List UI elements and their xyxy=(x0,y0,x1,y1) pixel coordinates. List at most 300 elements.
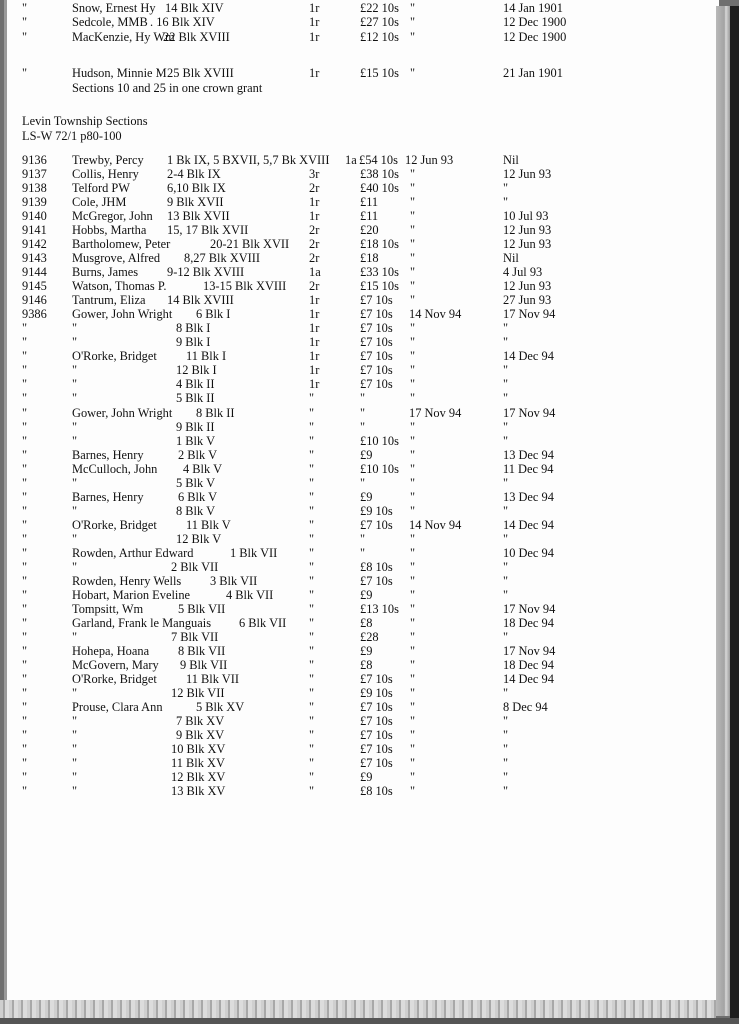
record-number: " xyxy=(22,742,28,757)
section-block: 7 Blk VII xyxy=(171,629,219,644)
area: " xyxy=(309,756,315,771)
table-row xyxy=(0,462,700,476)
record-number: " xyxy=(22,1,28,15)
sale-date: " xyxy=(410,644,416,659)
table-row xyxy=(0,153,700,167)
price: £27 10s xyxy=(360,15,399,29)
grant-date: 17 Nov 94 xyxy=(503,405,556,420)
grantee-name: " xyxy=(72,433,78,448)
area: " xyxy=(309,461,315,476)
grant-date: 13 Dec 94 xyxy=(503,489,554,504)
sale-date: " xyxy=(410,66,416,80)
grantee-name: Tantrum, Eliza xyxy=(72,293,146,308)
grant-date: 21 Jan 1901 xyxy=(503,66,563,80)
sale-date: " xyxy=(410,237,416,252)
sale-date: " xyxy=(410,489,416,504)
price: £8 10s xyxy=(360,784,393,799)
area: 2r xyxy=(309,181,320,196)
record-number: 9141 xyxy=(22,223,47,238)
sale-date: " xyxy=(410,335,416,350)
area: " xyxy=(309,545,315,560)
area: 2r xyxy=(309,237,320,252)
table-row xyxy=(0,616,700,630)
section-block: 3 Blk VII xyxy=(210,573,258,588)
grant-date: 10 Jul 93 xyxy=(503,209,549,224)
record-number: 9144 xyxy=(22,265,47,280)
grant-date: " xyxy=(503,419,509,434)
grantee-name: Hobbs, Martha xyxy=(72,223,147,238)
sale-date: " xyxy=(410,391,416,406)
price: £12 10s xyxy=(360,30,399,44)
sale-date: " xyxy=(410,559,416,574)
table-row xyxy=(0,15,700,29)
record-number: " xyxy=(22,784,28,799)
area: " xyxy=(309,433,315,448)
section-block: 6 Blk VII xyxy=(239,615,287,630)
price: £15 10s xyxy=(360,66,399,80)
section-block: 13 Blk XVII xyxy=(167,209,230,224)
sale-date: " xyxy=(410,672,416,687)
record-number: 9386 xyxy=(22,307,47,322)
grantee-name: " xyxy=(72,686,78,701)
table-row xyxy=(0,321,700,335)
record-number: " xyxy=(22,770,28,785)
table-row xyxy=(0,251,700,265)
record-number: " xyxy=(22,700,28,715)
table-row xyxy=(0,265,700,279)
grantee-name: Bartholomew, Peter xyxy=(72,237,171,252)
section-block: 8 Blk II xyxy=(196,405,235,420)
sale-date: " xyxy=(410,251,416,266)
price: £8 xyxy=(360,658,373,673)
area: 1a xyxy=(345,153,357,167)
section-block: 9 Blk XVII xyxy=(167,195,224,210)
sale-date: 14 Nov 94 xyxy=(409,307,462,322)
table-row xyxy=(0,756,700,770)
section-block: 2-4 Blk IX xyxy=(167,167,221,181)
table-row xyxy=(0,209,700,223)
price: £33 10s xyxy=(360,265,399,280)
price: £7 10s xyxy=(360,363,393,378)
section-block: 9 Blk XV xyxy=(176,728,225,743)
grant-date: Nil xyxy=(503,251,519,266)
price: £9 10s xyxy=(360,686,393,701)
section-block: 6,10 Blk IX xyxy=(167,181,226,196)
record-number: " xyxy=(22,531,28,546)
area: 1a xyxy=(309,265,321,280)
table-row xyxy=(0,742,700,756)
price: £7 10s xyxy=(360,714,393,729)
grant-date: " xyxy=(503,377,509,392)
section-heading: Levin Township Sections xyxy=(22,114,148,128)
grantee-name: " xyxy=(72,419,78,434)
sale-date: " xyxy=(410,770,416,785)
record-number: " xyxy=(22,728,28,743)
grant-date: " xyxy=(503,629,509,644)
grantee-name: " xyxy=(72,503,78,518)
area: " xyxy=(309,770,315,785)
sale-date: " xyxy=(410,265,416,280)
record-number: " xyxy=(22,475,28,490)
area: 1r xyxy=(309,307,320,322)
grant-date: 14 Dec 94 xyxy=(503,349,554,364)
record-number: 9145 xyxy=(22,279,47,294)
grantee-name: " xyxy=(72,363,78,378)
grant-date: " xyxy=(503,363,509,378)
table-row xyxy=(0,363,700,377)
grant-date: Nil xyxy=(503,153,519,167)
grant-date: 11 Dec 94 xyxy=(503,461,554,476)
grant-date: 12 Dec 1900 xyxy=(503,30,567,44)
grant-date: 18 Dec 94 xyxy=(503,658,554,673)
table-row xyxy=(0,784,700,798)
sale-date: " xyxy=(410,181,416,196)
price: " xyxy=(360,405,366,420)
sale-date: " xyxy=(410,742,416,757)
table-row xyxy=(0,630,700,644)
area: " xyxy=(309,573,315,588)
record-number: " xyxy=(22,321,28,336)
area: 1r xyxy=(309,349,320,364)
grantee-name: Prouse, Clara Ann xyxy=(72,700,163,715)
area: 1r xyxy=(309,15,320,29)
record-number: 9143 xyxy=(22,251,47,266)
sale-date: " xyxy=(410,223,416,238)
price: £18 xyxy=(360,251,379,266)
grantee-name: Collis, Henry xyxy=(72,167,139,181)
grantee-name: Gower, John Wright xyxy=(72,307,173,322)
area: " xyxy=(309,447,315,462)
area: 1r xyxy=(309,195,320,210)
table-row xyxy=(0,167,700,181)
grant-date: " xyxy=(503,391,509,406)
record-number: " xyxy=(22,503,28,518)
record-number: " xyxy=(22,461,28,476)
area: " xyxy=(309,559,315,574)
price: £8 xyxy=(360,615,373,630)
section-block: 8 Blk VII xyxy=(178,644,226,659)
section-block: 4 Blk II xyxy=(176,377,215,392)
table-row xyxy=(0,195,700,209)
table-row xyxy=(0,602,700,616)
grant-date: " xyxy=(503,587,509,602)
section-block: 10 Blk XV xyxy=(171,742,226,757)
record-number: " xyxy=(22,629,28,644)
grant-date: " xyxy=(503,503,509,518)
grant-date: 27 Jun 93 xyxy=(503,293,552,308)
price: £10 10s xyxy=(360,461,399,476)
record-number: 9146 xyxy=(22,293,47,308)
record-number: " xyxy=(22,658,28,673)
price: £7 10s xyxy=(360,756,393,771)
grantee-name: Trewby, Percy xyxy=(72,153,144,167)
section-block: 8 Blk V xyxy=(176,503,216,518)
record-number: " xyxy=(22,15,28,29)
grantee-name: O'Rorke, Bridget xyxy=(72,672,157,687)
sale-date: " xyxy=(410,601,416,616)
table-row xyxy=(0,770,700,784)
grant-date: 10 Dec 94 xyxy=(503,545,554,560)
grantee-name: Barnes, Henry xyxy=(72,447,144,462)
table-row xyxy=(0,237,700,251)
table-row xyxy=(0,406,700,420)
table-row xyxy=(0,307,700,321)
table-row xyxy=(0,434,700,448)
section-block: 15, 17 Blk XVII xyxy=(167,223,249,238)
sale-date: " xyxy=(410,293,416,308)
record-number: " xyxy=(22,489,28,504)
table-row xyxy=(0,490,700,504)
table-row xyxy=(0,518,700,532)
price: £7 10s xyxy=(360,742,393,757)
area: 1r xyxy=(309,363,320,378)
section-block: 9 Blk II xyxy=(176,419,215,434)
grantee-name: " xyxy=(72,756,78,771)
price: £7 10s xyxy=(360,321,393,336)
area: " xyxy=(309,672,315,687)
grantee-name: " xyxy=(72,742,78,757)
section-block: 13 Blk XV xyxy=(171,784,226,799)
record-number: " xyxy=(22,419,28,434)
section-block: 7 Blk XV xyxy=(176,714,225,729)
grantee-name: Tompsitt, Wm xyxy=(72,601,144,616)
section-block: 9 Blk VII xyxy=(180,658,228,673)
section-block: 5 Blk II xyxy=(176,391,215,406)
grant-date: 17 Nov 94 xyxy=(503,644,556,659)
area: " xyxy=(309,742,315,757)
sale-date: 12 Jun 93 xyxy=(405,153,454,167)
grant-date: 12 Jun 93 xyxy=(503,279,552,294)
price: £15 10s xyxy=(360,279,399,294)
table-row xyxy=(0,700,700,714)
sale-date: " xyxy=(410,658,416,673)
area: 1r xyxy=(309,30,320,44)
section-block: 13-15 Blk XVIII xyxy=(203,279,287,294)
record-number: " xyxy=(22,756,28,771)
area: " xyxy=(309,531,315,546)
sale-date: " xyxy=(410,461,416,476)
grantee-name: " xyxy=(72,784,78,799)
section-block: 4 Blk VII xyxy=(226,587,274,602)
sale-date: " xyxy=(410,475,416,490)
area: 1r xyxy=(309,335,320,350)
area: 1r xyxy=(309,1,320,15)
grant-date: " xyxy=(503,714,509,729)
sale-date: " xyxy=(410,503,416,518)
record-number: " xyxy=(22,545,28,560)
table-row xyxy=(0,714,700,728)
record-number: " xyxy=(22,433,28,448)
grantee-name: " xyxy=(72,770,78,785)
grant-date: " xyxy=(503,181,509,196)
sale-date: " xyxy=(410,15,416,29)
area: " xyxy=(309,629,315,644)
table-row xyxy=(0,391,700,405)
grantee-name: MacKenzie, Hy Wm xyxy=(72,30,175,44)
area: 3r xyxy=(309,167,320,181)
grantee-name: O'Rorke, Bridget xyxy=(72,349,157,364)
table-row xyxy=(0,658,700,672)
section-block: 22 Blk XVIII xyxy=(163,30,230,44)
table-row xyxy=(0,686,700,700)
section-block: 9 Blk I xyxy=(176,335,211,350)
grant-date: 12 Jun 93 xyxy=(503,237,552,252)
grant-date: 12 Dec 1900 xyxy=(503,15,567,29)
grantee-name: O'Rorke, Bridget xyxy=(72,517,157,532)
price: £7 10s xyxy=(360,672,393,687)
record-number: " xyxy=(22,559,28,574)
table-row xyxy=(0,377,700,391)
grant-date: " xyxy=(503,195,509,210)
section-block: 1 Bk IX, 5 BXVII, 5,7 Bk XVIII xyxy=(167,153,330,167)
grantee-name: McGovern, Mary xyxy=(72,658,159,673)
area: " xyxy=(309,503,315,518)
sale-date: " xyxy=(410,195,416,210)
area: " xyxy=(309,587,315,602)
section-block: 12 Blk I xyxy=(176,363,217,378)
grant-date: " xyxy=(503,335,509,350)
record-number: " xyxy=(22,30,28,44)
grantee-name: Snow, Ernest Hy xyxy=(72,1,156,15)
grant-date: 13 Dec 94 xyxy=(503,447,554,462)
record-number: " xyxy=(22,714,28,729)
record-number: 9142 xyxy=(22,237,47,252)
area: 1r xyxy=(309,209,320,224)
price: £22 10s xyxy=(360,1,399,15)
area: " xyxy=(309,615,315,630)
record-number: " xyxy=(22,391,28,406)
grant-date: 8 Dec 94 xyxy=(503,700,548,715)
grantee-name: Watson, Thomas P. xyxy=(72,279,167,294)
section-block: 12 Blk VII xyxy=(171,686,225,701)
price: " xyxy=(360,531,366,546)
sale-date: " xyxy=(410,545,416,560)
grant-date: " xyxy=(503,742,509,757)
sale-date: " xyxy=(410,433,416,448)
area: " xyxy=(309,728,315,743)
sale-date: " xyxy=(410,167,416,181)
grantee-name: McCulloch, John xyxy=(72,461,158,476)
record-number: " xyxy=(22,517,28,532)
table-row xyxy=(0,223,700,237)
grantee-name: " xyxy=(72,391,78,406)
price: £9 xyxy=(360,447,373,462)
section-block: 11 Blk VII xyxy=(186,672,240,687)
area: " xyxy=(309,391,315,406)
price: £9 xyxy=(360,489,373,504)
grant-date: " xyxy=(503,573,509,588)
area: " xyxy=(309,489,315,504)
table-row xyxy=(0,279,700,293)
area: 2r xyxy=(309,251,320,266)
sale-date: " xyxy=(410,728,416,743)
table-row xyxy=(0,30,700,44)
section-block: 5 Blk V xyxy=(176,475,216,490)
section-block: 11 Blk XV xyxy=(171,756,225,771)
table-row xyxy=(0,476,700,490)
price: £18 10s xyxy=(360,237,399,252)
price: £10 10s xyxy=(360,433,399,448)
area: 2r xyxy=(309,223,320,238)
table-row xyxy=(0,448,700,462)
area: 1r xyxy=(309,321,320,336)
table-row xyxy=(0,560,700,574)
grantee-name: Sedcole, MMB xyxy=(72,15,148,29)
table-row xyxy=(0,574,700,588)
record-number: 9140 xyxy=(22,209,47,224)
grantee-name: " xyxy=(72,714,78,729)
grantee-name: " xyxy=(72,531,78,546)
reference-code: LS-W 72/1 p80-100 xyxy=(22,129,122,143)
table-row xyxy=(0,335,700,349)
sale-date: " xyxy=(410,447,416,462)
grant-date: " xyxy=(503,559,509,574)
sale-date: " xyxy=(410,587,416,602)
sale-date: " xyxy=(410,714,416,729)
sale-date: " xyxy=(410,573,416,588)
table-row xyxy=(0,1,700,15)
grantee-name: Cole, JHM xyxy=(72,195,127,210)
area: " xyxy=(309,517,315,532)
record-number: " xyxy=(22,349,28,364)
record-number: " xyxy=(22,573,28,588)
price: £13 10s xyxy=(360,601,399,616)
area: 1r xyxy=(309,293,320,308)
table-row xyxy=(0,672,700,686)
grantee-name: " xyxy=(72,377,78,392)
sale-date: " xyxy=(410,686,416,701)
table-row xyxy=(0,349,700,363)
price: £11 xyxy=(360,195,379,210)
price: £11 xyxy=(360,209,379,224)
section-block: 5 Blk VII xyxy=(178,601,226,616)
price: £7 10s xyxy=(360,728,393,743)
grantee-name: Hobart, Marion Eveline xyxy=(72,587,191,602)
record-number: 9139 xyxy=(22,195,47,210)
table-row xyxy=(0,588,700,602)
section-block: 9-12 Blk XVIII xyxy=(167,265,245,280)
area: " xyxy=(309,644,315,659)
price: £20 xyxy=(360,223,379,238)
grant-date: " xyxy=(503,770,509,785)
grant-date: " xyxy=(503,784,509,799)
area: " xyxy=(309,714,315,729)
note-text: Sections 10 and 25 in one crown grant xyxy=(72,81,263,95)
grantee-name: Gower, John Wright xyxy=(72,405,173,420)
sale-date: " xyxy=(410,209,416,224)
sale-date: " xyxy=(410,349,416,364)
price: £7 10s xyxy=(360,517,393,532)
price: £9 xyxy=(360,587,373,602)
price: " xyxy=(360,391,366,406)
price: £9 xyxy=(360,644,373,659)
section-block: 11 Blk I xyxy=(186,349,227,364)
table-row xyxy=(0,532,700,546)
grantee-name: Rowden, Henry Wells xyxy=(72,573,182,588)
area: " xyxy=(309,419,315,434)
section-block: 8 Blk I xyxy=(176,321,211,336)
record-number: " xyxy=(22,644,28,659)
record-number: 9136 xyxy=(22,153,47,167)
record-number: " xyxy=(22,405,28,420)
section-block: 12 Blk V xyxy=(176,531,222,546)
record-number: " xyxy=(22,587,28,602)
grant-date: 14 Dec 94 xyxy=(503,517,554,532)
grant-date: " xyxy=(503,756,509,771)
area: " xyxy=(309,601,315,616)
grantee-name: Barnes, Henry xyxy=(72,489,144,504)
area: " xyxy=(309,700,315,715)
